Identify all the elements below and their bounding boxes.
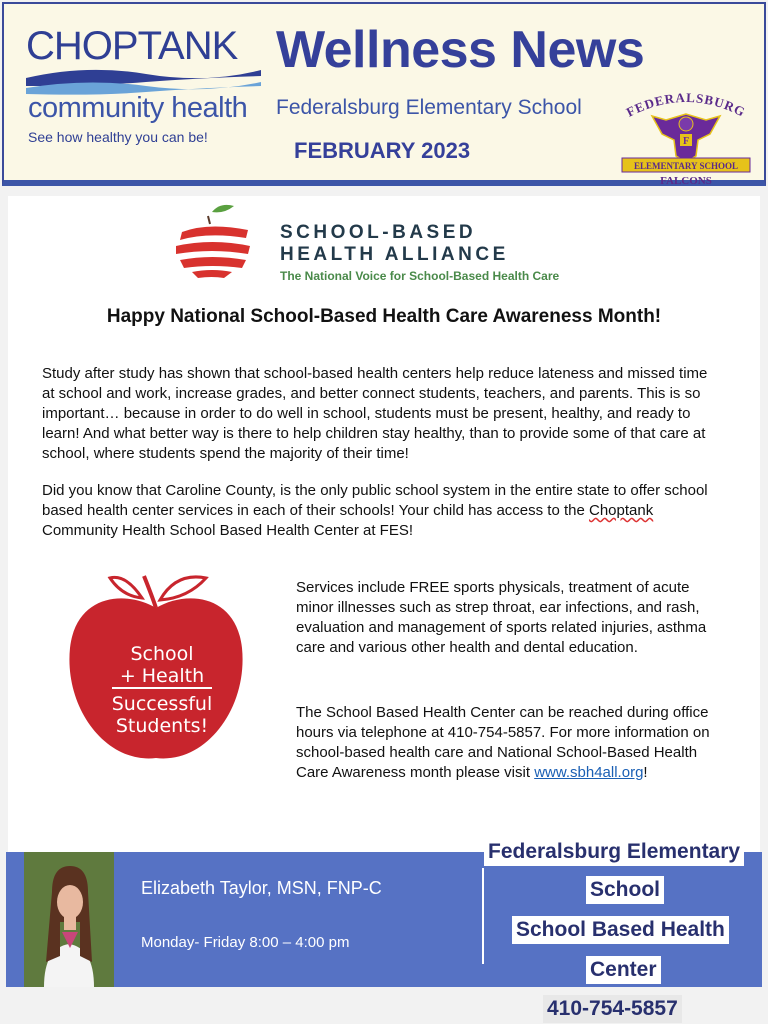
services-paragraph: Services include FREE sports physicals, treatment of acute minor illnesses such as strep throat, ear infections, and rash, evaluation and management of sports related injuries, asthma care and various other health and dental education. — [296, 579, 707, 656]
newsletter-title: Wellness News — [276, 21, 645, 79]
choptank-tagline: See how healthy you can be! — [28, 129, 208, 145]
location-line-3: School Based Health — [512, 916, 729, 944]
apple-stripes-icon — [168, 202, 268, 282]
mascot-banner-text: ELEMENTARY SCHOOL — [634, 161, 738, 171]
footer-divider — [482, 868, 484, 964]
location-line-2: School — [586, 876, 664, 904]
phone-number: 410-754-5857 — [543, 995, 682, 1023]
apple-line3: Successful — [111, 693, 213, 715]
location-line-4: Center — [586, 956, 661, 984]
sbha-logo — [168, 202, 608, 282]
svg-text:F: F — [682, 136, 690, 147]
sbha-line2: HEALTH ALLIANCE — [280, 244, 509, 265]
choptank-name: CHOPTANK — [26, 24, 238, 68]
article-paragraph-2: Did you know that Caroline County, is the only public school system in the entire state to offer school based health center services in each of their schools! Your child has access to the Choptank Community Health School Based Health Center at FES! — [42, 482, 708, 539]
falcons-logo — [616, 90, 756, 186]
office-hours: Monday- Friday 8:00 – 4:00 pm — [141, 934, 350, 951]
apple-line1: School — [130, 643, 194, 665]
newsletter-header — [2, 2, 766, 186]
apple-line2: + Health — [119, 665, 205, 687]
article-headline: Happy National School-Based Health Care Awareness Month! — [106, 306, 662, 327]
spellcheck-word: Choptank — [589, 502, 654, 519]
falcon-icon — [652, 114, 720, 162]
staff-photo — [24, 852, 114, 987]
issue-date: FEBRUARY 2023 — [294, 138, 471, 163]
sbha-line1: SCHOOL-BASED — [280, 222, 477, 243]
sbh4all-link[interactable]: www.sbh4all.org — [534, 764, 644, 781]
school-health-apple-graphic — [56, 568, 256, 768]
school-name: Federalsburg Elementary School — [276, 96, 582, 119]
choptank-sub: community health — [28, 92, 248, 124]
staff-name: Elizabeth Taylor, MSN, FNP-C — [141, 878, 382, 898]
mascot-top-text: FEDERALSBURG — [623, 90, 749, 120]
article-paragraph-1: Study after study has shown that school-based health centers help reduce lateness and missed time at school and work, increase grades, and better connect students, teachers, and parents. This is so important… because in order to do well in school, students must be present, healthy, and ready to learn! And what better way is there to help children stay healthy, than to provide some of that care at school, where students spend the majority of their time! — [42, 365, 708, 462]
choptank-logo — [26, 26, 261, 151]
sbha-tagline: The National Voice for School-Based Health Care — [280, 269, 560, 283]
contact-paragraph: The School Based Health Center can be reached during office hours via telephone at 410-754-5857. For more information on school-based health care and National School-Based Health Care Awareness month please visit www.sbh4all.org! — [296, 704, 710, 781]
article-card — [8, 196, 760, 852]
apple-line4: Students! — [115, 715, 209, 737]
location-line-1: Federalsburg Elementary — [484, 838, 744, 866]
mascot-bottom-text: FALCONS — [660, 175, 712, 186]
